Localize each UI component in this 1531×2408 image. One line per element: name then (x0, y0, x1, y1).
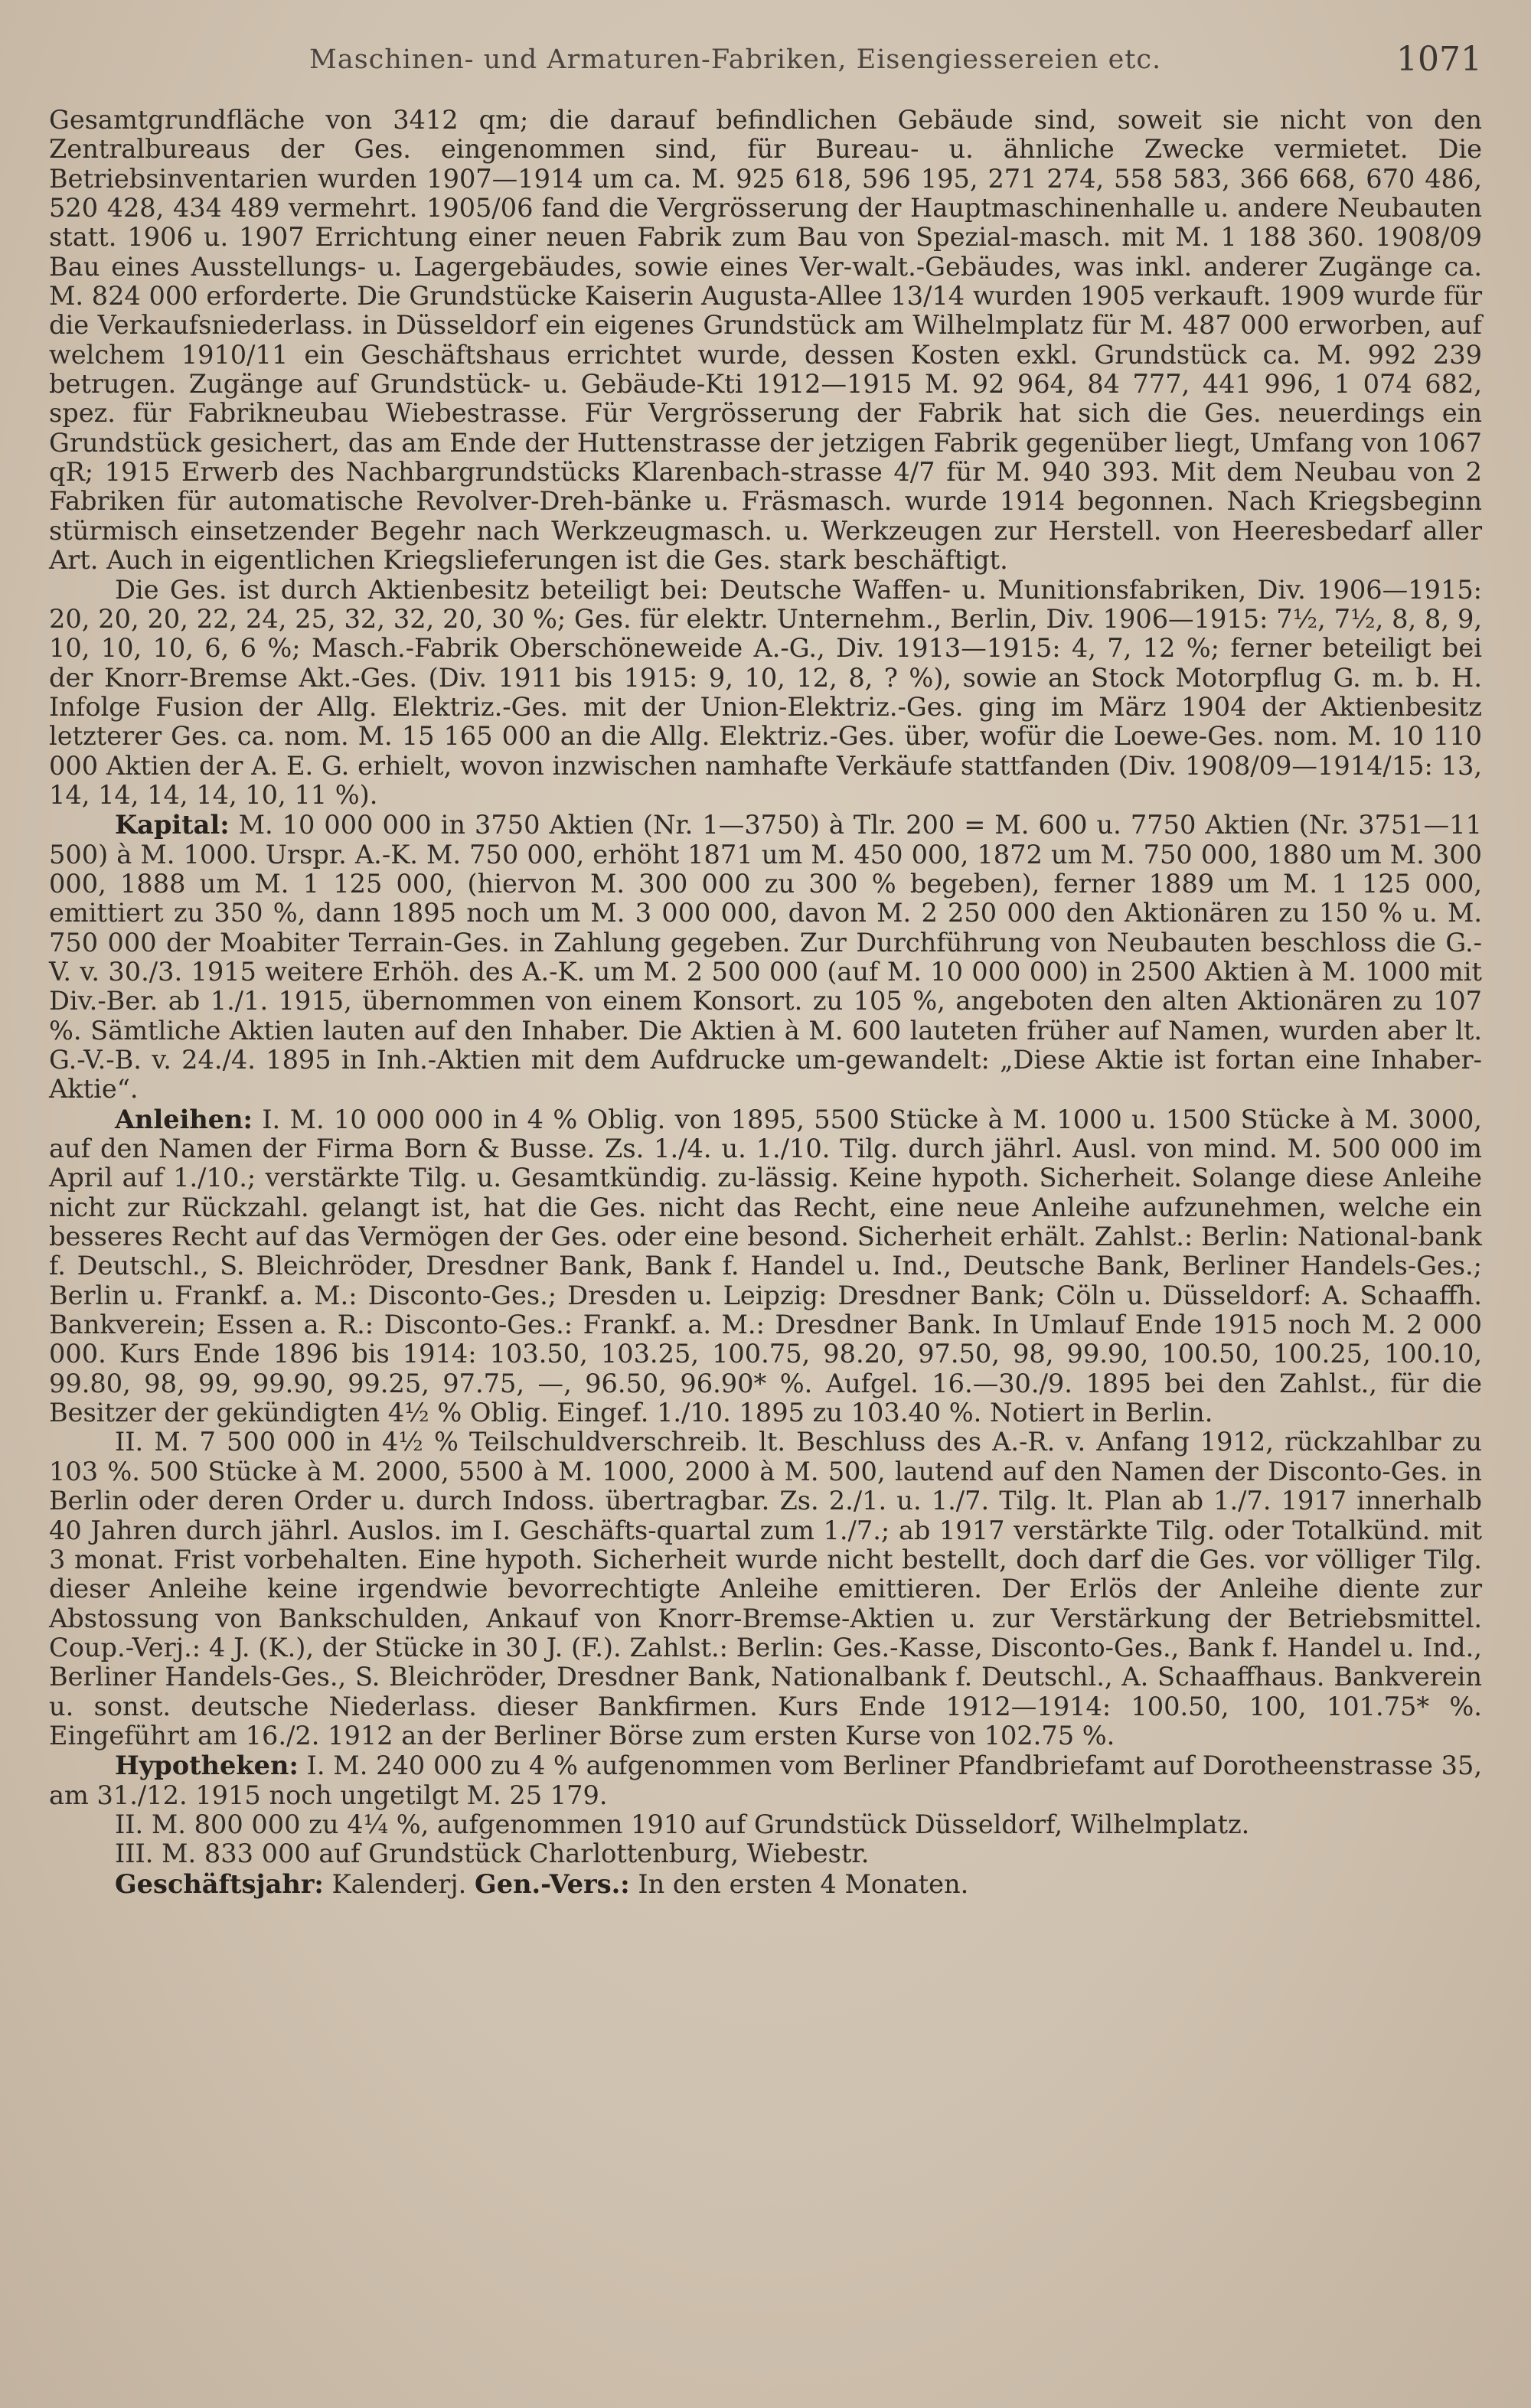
paragraph-anleihe-ii: II. M. 7 500 000 in 4½ % Teilschuldverschreib. lt. Beschluss des A.-R. v. Anfang 1912, rückzahlbar zu 103 %. 500 Stücke à M. 2000, 5500 à M. 1000, 2000 à M. 500, lautend auf den Namen der Disconto-Ges. in Berlin oder deren Order u. durch Indoss. übertragbar. Zs. 2./1. u. 1./7. Tilg. lt. Plan ab 1./7. 1917 innerhalb 40 Jahren durch jährl. Auslos. im I. Geschäfts-quartal zum 1./7.; ab 1917 verstärkte Tilg. oder Totalkünd. mit 3 monat. Frist vorbehalten. Eine hypoth. Sicherheit wurde nicht bestellt, doch darf die Ges. vor völliger Tilg. dieser Anleihe keine irgendwie bevorrechtigte Anleihe emittieren. Der Erlös der Anleihe diente zur Abstossung von Bankschulden, Ankauf von Knorr-Bremse-Aktien u. zur Verstärkung der Betriebsmittel. Coup.-Verj.: 4 J. (K.), der Stücke in 30 J. (F.). Zahlst.: Berlin: Ges.-Kasse, Disconto-Ges., Bank f. Handel u. Ind., Berliner Handels-Ges., S. Bleichröder, Dresdner Bank, Nationalbank f. Deutschl., A. Schaaffhaus. Bankverein u. sonst. deutsche Niederlass. dieser Bankfirmen. Kurs Ende 1912—1914: 100.50, 100, 101.75* %. Eingeführt am 16./2. 1912 an der Berliner Börse zum ersten Kurse von 102.75 %. (49, 1427, 1482, 1751)
section-kapital (49, 810, 1482, 1104)
anleihen-heading: Anleihen: (115, 1103, 253, 1134)
hypotheken-heading: Hypotheken: (115, 1750, 299, 1781)
gen-vers-heading: Gen.-Vers.: (475, 1868, 630, 1899)
geschaeftsjahr-text: Kalenderj. (323, 1868, 475, 1899)
paragraph-property: Gesamtgrundfläche von 3412 qm; die darauf befindlichen Gebäude sind, soweit sie nicht von den Zentralbureaus der Ges. eingenommen sind, für Bureau- u. ähnliche Zwecke vermietet. Die Betriebsinventarien wurden 1907—1914 um ca. M. 925 618, 596 195, 271 274, 558 583, 366 668, 670 486, 520 428, 434 489 vermehrt. 1905/06 fand die Vergrösserung der Hauptmaschinenhalle u. andere Neubauten statt. 1906 u. 1907 Errichtung einer neuen Fabrik zum Bau von Spezial-masch. mit M. 1 188 360. 1908/09 Bau eines Ausstellungs- u. Lagergebäudes, sowie eines Ver-walt.-Gebäudes, was inkl. anderer Zugänge ca. M. 824 000 erforderte. Die Grundstücke Kaiserin Augusta-Allee 13/14 wurden 1905 verkauft. 1909 wurde für die Verkaufsniederlass. in Düsseldorf ein eigenes Grundstück am Wilhelmplatz für M. 487 000 erworben, auf welchem 1910/11 ein Geschäftshaus errichtet wurde, dessen Kosten exkl. Grundstück ca. M. 992 239 betrugen. Zugänge auf Grundstück- u. Gebäude-Kti 1912—1915 M. 92 964, 84 777, 441 996, 1 074 682, spez. für Fabrikneubau Wiebestrasse. Für Vergrösserung der Fabrik hat sich die Ges. neuerdings ein Grundstück gesichert, das am Ende der Huttenstrasse der jetzigen Fabrik gegenüber liegt, Umfang von 1067 qR; 1915 Erwerb des Nachbargrundstücks Klarenbach-strasse 4/7 für M. 940 393. Mit dem Neubau von 2 Fabriken für automatische Revolver-Dreh-bänke u. Fräsmasch. wurde 1914 begonnen. Nach Kriegsbeginn stürmisch einsetzender Begehr nach Werkzeugmasch. u. Werkzeugen zur Herstell. von Heeresbedarf aller Art. Auch in eigentlichen Kriegslieferungen ist die Ges. stark beschäftigt. (49, 105, 1482, 576)
anleihen-text: I. M. 10 000 000 in 4 % Oblig. von 1895, 5500 Stücke à M. 1000 u. 1500 Stücke à M. 3000, auf den Namen der Firma Born & Busse. Zs. 1./4. u. 1./10. Tilg. durch jährl. Ausl. von mind. M. 500 000 im April auf 1./10.; verstärkte Tilg. u. Gesamtkündig. zu-lässig. Keine hypoth. Sicherheit. Solange diese Anleihe nicht zur Rückzahl. gelangt ist, hat die Ges. nicht das Recht, eine neue Anleihe aufzunehmen, welche ein besseres Recht auf das Vermögen der Ges. oder eine besond. Sicherheit erhält. Zahlst.: Berlin: National-bank f. Deutschl., S. Bleichröder, Dresdner Bank, Bank f. Handel u. Ind., Deutsche Bank, Berliner Handels-Ges.; Berlin u. Frankf. a. M.: Disconto-Ges.; Dresden u. Leipzig: Dresdner Bank; Cöln u. Düsseldorf: A. Schaaffh. Bankverein; Essen a. R.: Disconto-Ges.: Frankf. a. M.: Dresdner Bank. In Umlauf Ende 1915 noch M. 2 000 000. Kurs Ende 1896 bis 1914: 103.50, 103.25, 100.75, 98.20, 97.50, 98, 99.90, 100.50, 100.25, 100.10, 99.80, 98, 99, 99.90, 99.25, 97.75, —, 96.50, 96.90* %. Aufgel. 16.—30./9. 1895 bei den Zahlst., für die Besitzer der gekündigten 4½ % Oblig. Eingef. 1./10. 1895 zu 103.40 %. Notiert in Berlin. (49, 1104, 1482, 1428)
section-geschaeftsjahr (49, 1869, 1482, 1899)
section-anleihen (49, 1104, 1482, 1428)
running-header (49, 40, 1482, 86)
kapital-heading: Kapital: (115, 809, 230, 840)
page-number: 1071 (1396, 40, 1482, 79)
paragraph-holdings: Die Ges. ist durch Aktienbesitz beteiligt bei: Deutsche Waffen- u. Munitionsfabriken, Div. 1906—1915: 20, 20, 20, 22, 24, 25, 32, 32, 20, 30 %; Ges. für elektr. Unternehm., Berlin, Div. 1906—1915: 7½, 7½, 8, 8, 9, 10, 10, 10, 6, 6 %; Masch.-Fabrik Oberschöneweide A.-G., Div. 1913—1915: 4, 7, 12 %; ferner beteiligt bei der Knorr-Bremse Akt.-Ges. (Div. 1911 bis 1915: 9, 10, 12, 8, ? %), sowie an Stock Motorpflug G. m. b. H. Infolge Fusion der Allg. Elektriz.-Ges. mit der Union-Elektriz.-Ges. ging im März 1904 der Aktienbesitz letzterer Ges. ca. nom. M. 15 165 000 an die Allg. Elektriz.-Ges. über, wofür die Loewe-Ges. nom. M. 10 110 000 Aktien der A. E. G. erhielt, wovon inzwischen namhafte Verkäufe stattfanden (Div. 1908/09—1914/15: 13, 14, 14, 14, 14, 10, 11 %). (49, 574, 1482, 810)
geschaeftsjahr-heading: Geschäftsjahr: (115, 1868, 324, 1899)
kapital-text: M. 10 000 000 in 3750 Aktien (Nr. 1—3750) à Tlr. 200 = M. 600 u. 7750 Aktien (Nr. 3751—11 500) à M. 1000. Urspr. A.-K. M. 750 000, erhöht 1871 um M. 450 000, 1872 um M. 750 000, 1880 um M. 300 000, 1888 um M. 1 125 000, (hiervon M. 300 000 zu 300 % begeben), ferner 1889 um M. 1 125 000, emittiert zu 350 %, dann 1895 noch um M. 3 000 000, davon M. 2 250 000 den Aktionären zu 150 % u. M. 750 000 der Moabiter Terrain-Ges. in Zahlung gegeben. Zur Durchführung von Neubauten beschloss die G.-V. v. 30./3. 1915 weitere Erhöh. des A.-K. um M. 2 500 000 (auf M. 10 000 000) in 2500 Aktien à M. 1000 mit Div.-Ber. ab 1./1. 1915, übernommen von einem Konsort. zu 105 %, angeboten den alten Aktionären zu 107 %. Sämtliche Aktien lauten auf den Inhaber. Die Aktien à M. 600 lauteten früher auf Namen, wurden aber lt. G.-V.-B. v. 24./4. 1895 in Inh.-Aktien mit dem Aufdrucke um-gewandelt: „Diese Aktie ist fortan eine Inhaber-Aktie“. (49, 810, 1482, 1104)
page-body (49, 106, 1482, 1899)
gen-vers-text: In den ersten 4 Monaten. (629, 1868, 969, 1899)
running-title: Maschinen- und Armaturen-Fabriken, Eisengiessereien etc. (309, 44, 1162, 75)
hypotheken-text: I. M. 240 000 zu 4 % aufgenommen vom Berliner Pfandbriefamt auf Dorotheenstrasse 35, am 31./12. 1915 noch ungetilgt M. 25 179. (49, 1751, 1482, 1810)
hypotheken-ii: II. M. 800 000 zu 4¼ %, aufgenommen 1910 auf Grundstück Düsseldorf, Wilhelmplatz. (115, 1809, 1250, 1839)
hypotheken-iii: III. M. 833 000 auf Grundstück Charlottenburg, Wiebestr. (115, 1839, 870, 1869)
section-hypotheken (49, 1751, 1482, 1810)
